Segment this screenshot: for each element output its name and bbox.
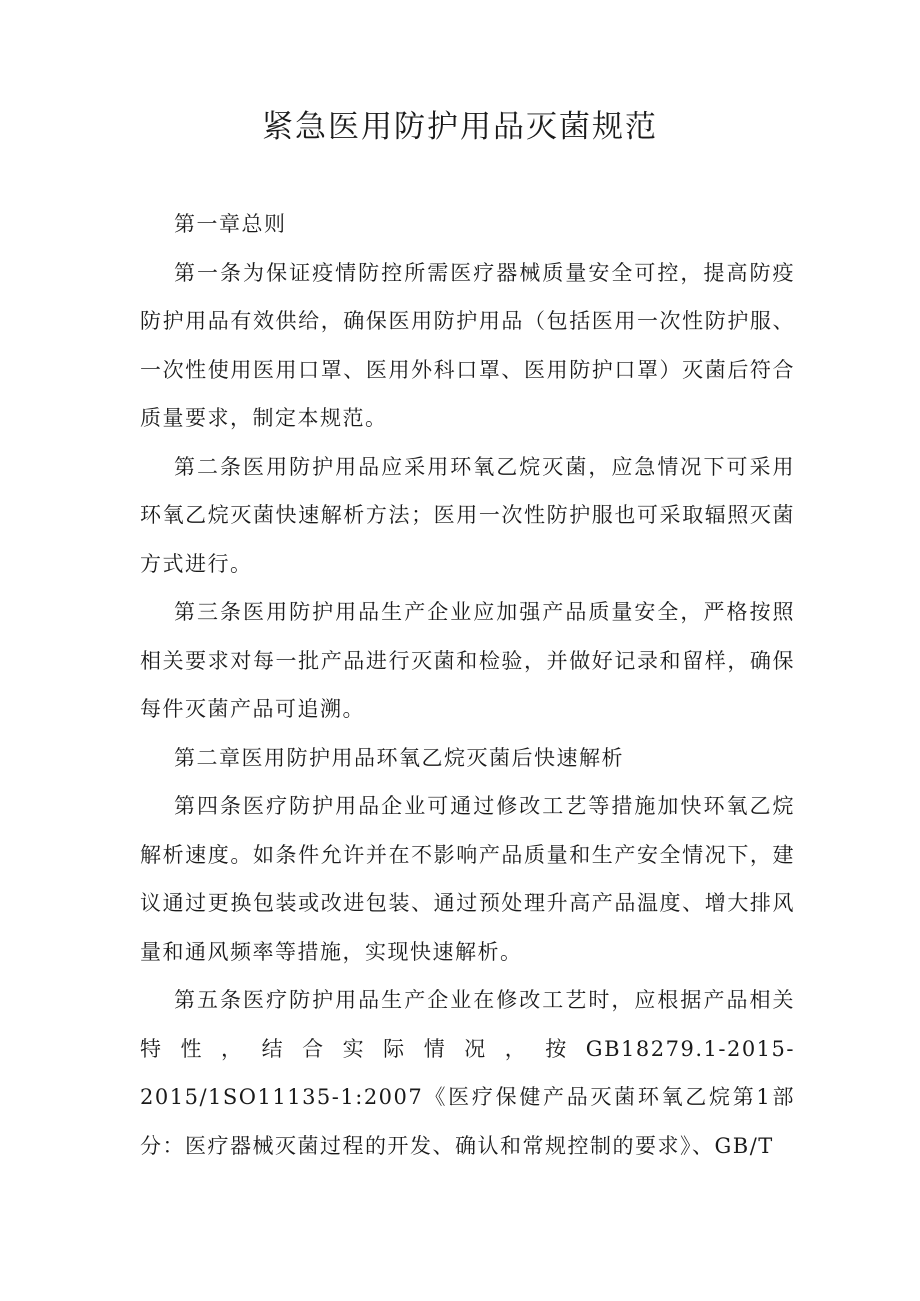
- article-5: 第五条医疗防护用品生产企业在修改工艺时，应根据产品相关特性，结合实际情况，按GB18279.1-2015-2015/1SO11135-1:2007《医疗保健产品灭菌环氧乙烷第1部分：医疗器械灭菌过程的开发、确认和常规控制的要求》、GB/T: [140, 988, 795, 1158]
- document-body: [140, 200, 795, 1170]
- article-1: 第一条为保证疫情防控所需医疗器械质量安全可控，提高防疫防护用品有效供给，确保医用防护用品（包括医用一次性防护服、一次性使用医用口罩、医用外科口罩、医用防护口罩）灭菌后符合质量要求，制定本规范。: [140, 260, 795, 430]
- document-title: 紧急医用防护用品灭菌规范: [262, 109, 658, 145]
- chapter-heading-2: 第二章医用防护用品环氧乙烷灭菌后快速解析: [174, 745, 624, 770]
- article-3: 第三条医用防护用品生产企业应加强产品质量安全，严格按照相关要求对每一批产品进行灭菌和检验，并做好记录和留样，确保每件灭菌产品可追溯。: [140, 600, 795, 721]
- article-2: 第二条医用防护用品应采用环氧乙烷灭菌，应急情况下可采用环氧乙烷灭菌快速解析方法；医用一次性防护服也可采取辐照灭菌方式进行。: [140, 454, 795, 576]
- chapter-heading-1: 第一章总则: [174, 212, 287, 236]
- article-4: 第四条医疗防护用品企业可通过修改工艺等措施加快环氧乙烷解析速度。如条件允许并在不影响产品质量和生产安全情况下，建议通过更换包装或改进包装、通过预处理升高产品温度、增大排风量和通风频率等措施，实现快速解析。: [140, 794, 795, 964]
